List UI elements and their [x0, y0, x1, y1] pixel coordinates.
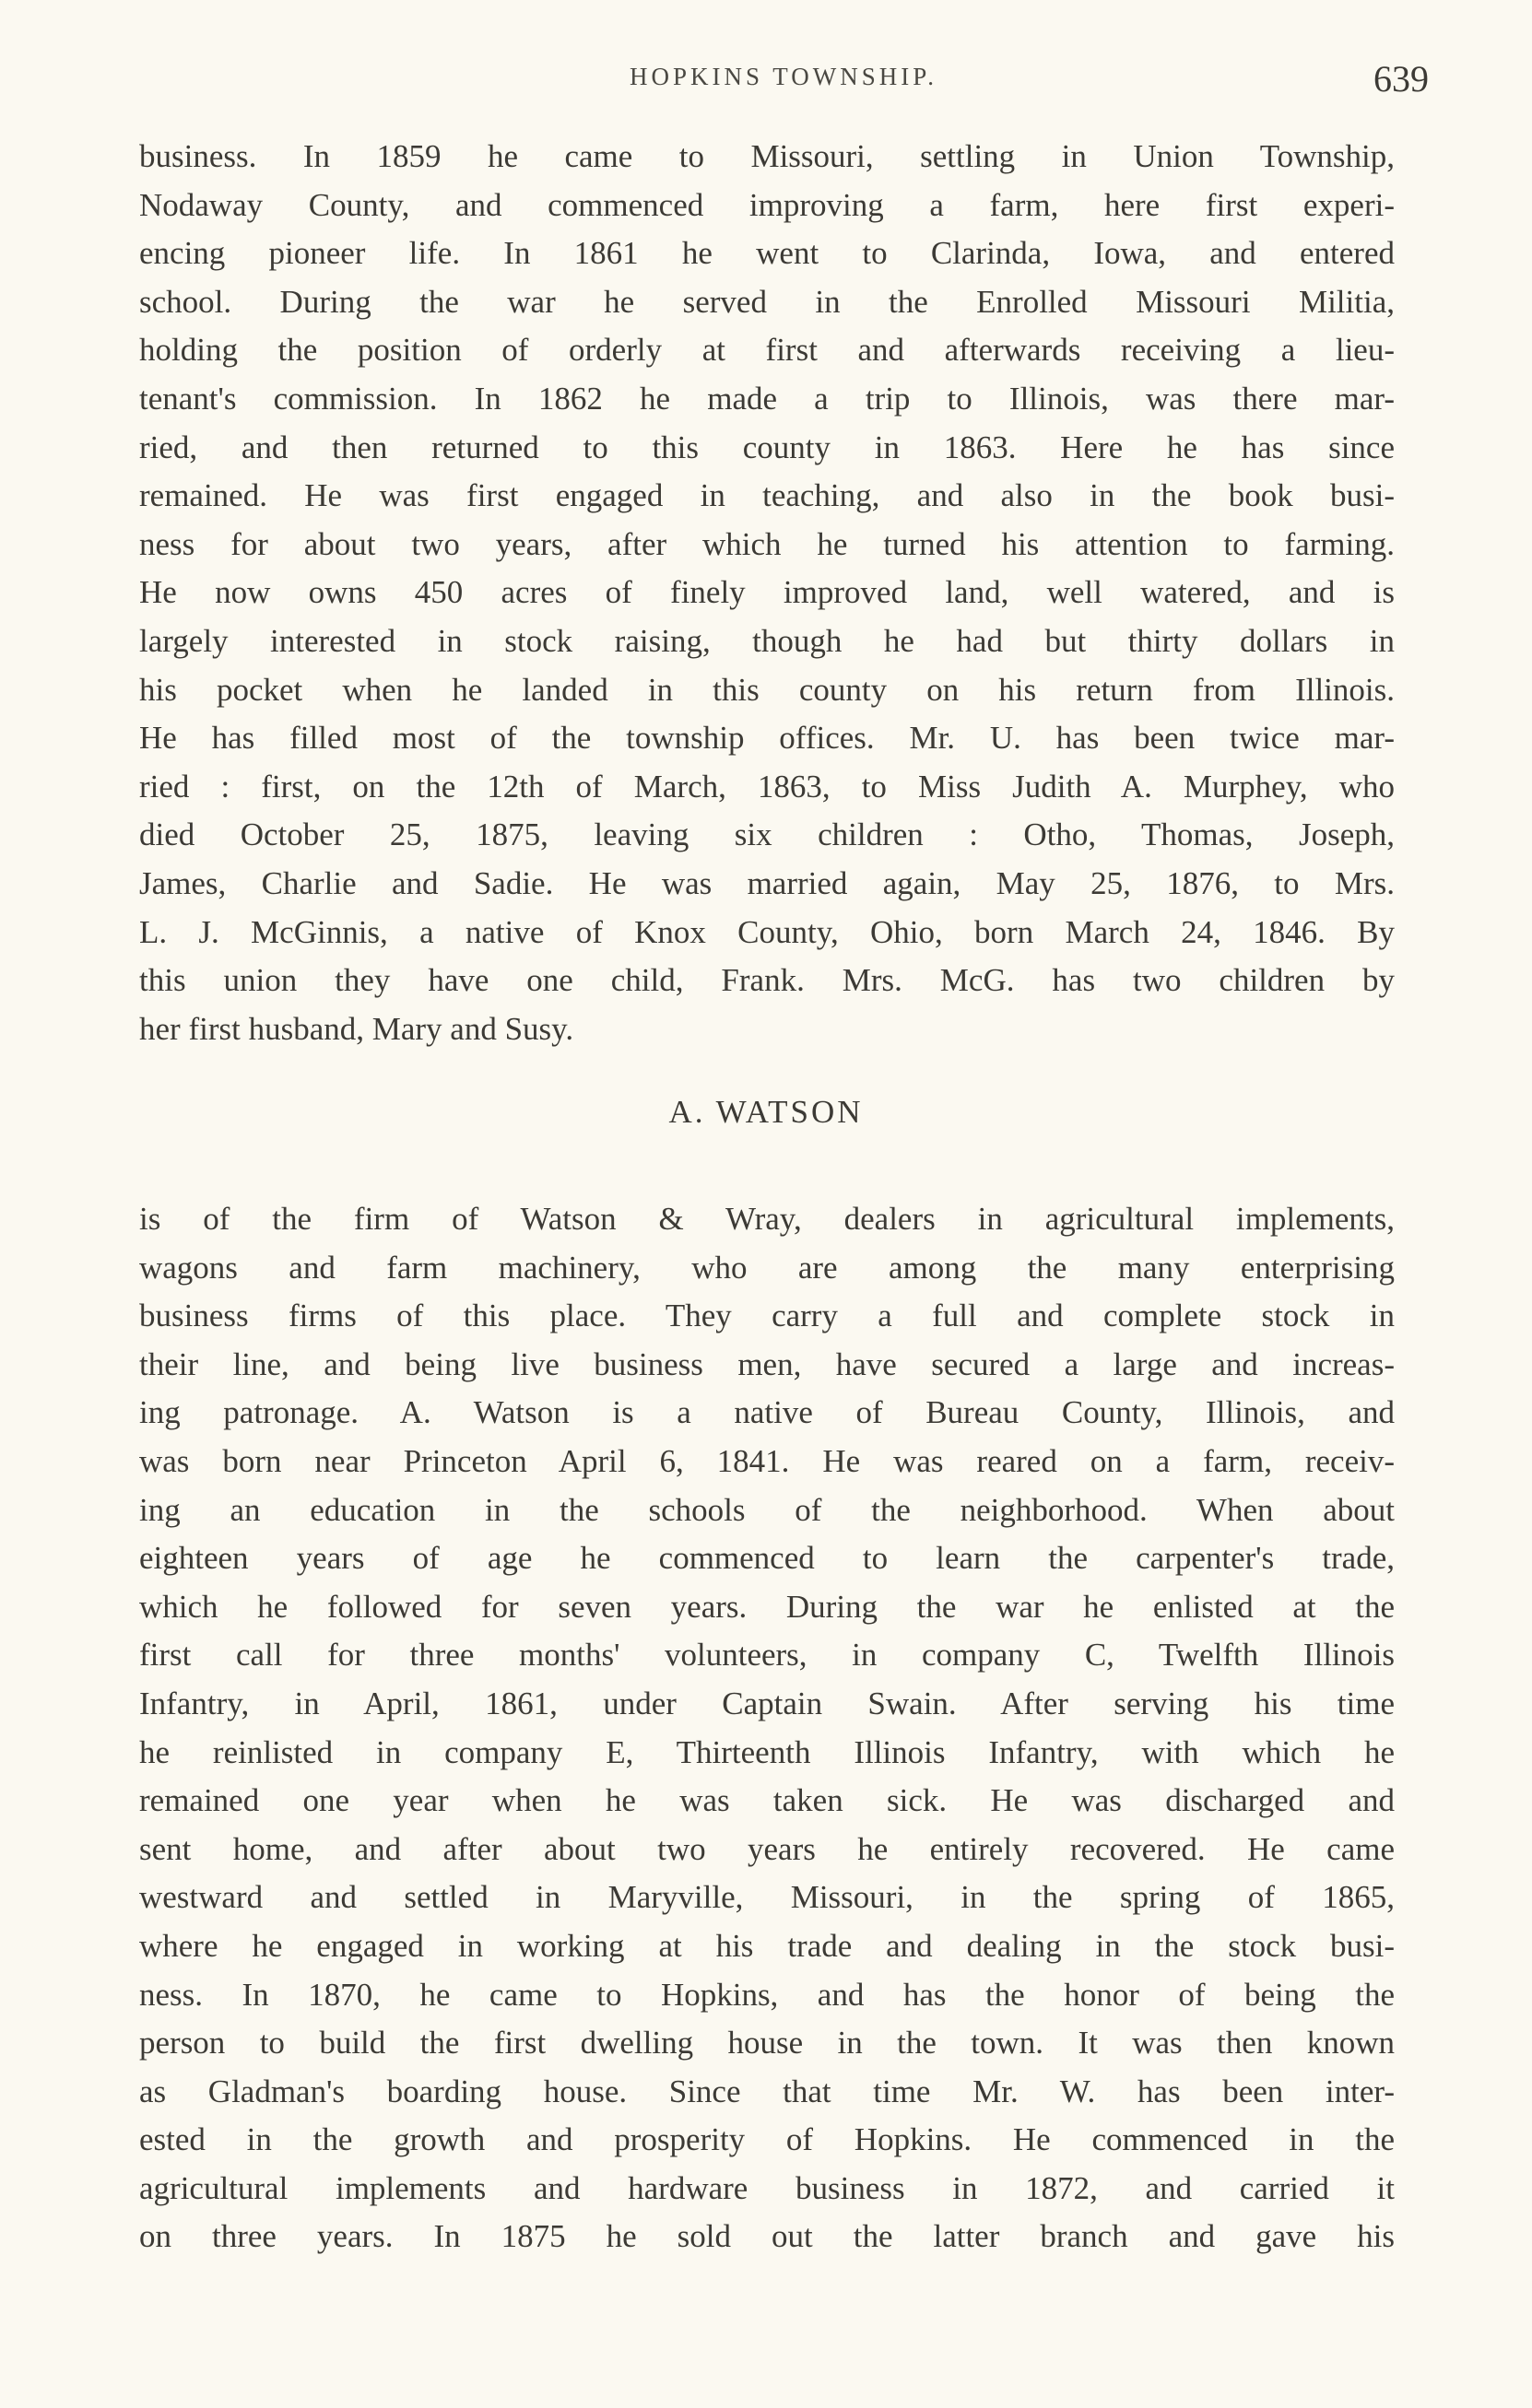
text-line: largely interested in stock raising, though he had but thirty dollars in	[139, 622, 1395, 659]
text-line: encing pioneer life. In 1861 he went to Clarinda, Iowa, and entered	[139, 235, 1395, 272]
text-line: where he engaged in working at his trade and dealing in the stock busi-	[139, 1927, 1395, 1964]
text-line: died October 25, 1875, leaving six children : Otho, Thomas, Joseph,	[139, 816, 1395, 853]
text-line: their line, and being live business men, have secured a large and increas-	[139, 1345, 1395, 1382]
text-line: ried : first, on the 12th of March, 1863, to Miss Judith A. Murphey, who	[139, 768, 1395, 805]
text-line: ing an education in the schools of the neighborhood. When about	[139, 1491, 1395, 1528]
paragraph-two	[139, 1195, 1395, 2261]
text-line: westward and settled in Maryville, Missouri, in the spring of 1865,	[139, 1879, 1395, 1916]
text-line: his pocket when he landed in this county on his return from Illinois.	[139, 671, 1395, 708]
text-line: Infantry, in April, 1861, under Captain Swain. After serving his time	[139, 1685, 1395, 1721]
text-line: agricultural implements and hardware business in 1872, and carried it	[139, 2169, 1395, 2206]
text-line: first call for three months' volunteers, in company C, Twelfth Illinois	[139, 1637, 1395, 1674]
text-line: holding the position of orderly at first and afterwards receiving a lieu-	[139, 332, 1395, 369]
text-line: James, Charlie and Sadie. He was married again, May 25, 1876, to Mrs.	[139, 864, 1395, 901]
section-heading: A. WATSON	[668, 1094, 864, 1130]
text-line: He has filled most of the township offices. Mr. U. has been twice mar-	[139, 720, 1395, 757]
text-line: L. J. McGinnis, a native of Knox County, Ohio, born March 24, 1846. By	[139, 913, 1395, 950]
text-line: he reinlisted in company E, Thirteenth Illinois Infantry, with which he	[139, 1733, 1395, 1770]
text-line: business firms of this place. They carry a full and complete stock in	[139, 1298, 1395, 1334]
running-head	[138, 57, 1429, 112]
text-line: business. In 1859 he came to Missouri, settling in Union Township,	[139, 138, 1395, 174]
text-line: wagons and farm machinery, who are among the many enterprising	[139, 1249, 1395, 1286]
text-line: tenant's commission. In 1862 he made a trip to Illinois, was there mar-	[139, 380, 1395, 417]
text-line: person to build the first dwelling house in the town. It was then known	[139, 2025, 1395, 2061]
text-line: ested in the growth and prosperity of Hopkins. He commenced in the	[139, 2121, 1395, 2158]
text-line: He now owns 450 acres of finely improved land, well watered, and is	[139, 574, 1395, 611]
paragraph-one	[139, 133, 1395, 1053]
text-line: remained one year when he was taken sick. He was discharged and	[139, 1782, 1395, 1819]
text-line: as Gladman's boarding house. Since that time Mr. W. has been inter-	[139, 2073, 1395, 2109]
text-line: ness. In 1870, he came to Hopkins, and has the honor of being the	[139, 1976, 1395, 2013]
text-line: sent home, and after about two years he entirely recovered. He came	[139, 1830, 1395, 1867]
text-line: which he followed for seven years. During the war he enlisted at the	[139, 1588, 1395, 1625]
text-line: ried, and then returned to this county in 1863. Here he has since	[139, 429, 1395, 465]
text-line: was born near Princeton April 6, 1841. He was reared on a farm, receiv-	[139, 1442, 1395, 1479]
text-line: is of the firm of Watson & Wray, dealers in agricultural implements,	[139, 1201, 1395, 1237]
text-line: eighteen years of age he commenced to learn the carpenter's trade,	[139, 1540, 1395, 1577]
text-line: school. During the war he served in the Enrolled Missouri Militia,	[139, 283, 1395, 320]
text-line: Nodaway County, and commenced improving a farm, here first experi-	[139, 186, 1395, 223]
text-line: ness for about two years, after which he turned his attention to farming.	[139, 525, 1395, 562]
text-line: remained. He was first engaged in teaching, and also in the book busi-	[139, 477, 1395, 514]
text-line: ing patronage. A. Watson is a native of Bureau County, Illinois, and	[139, 1394, 1395, 1431]
page-number: 639	[1373, 58, 1429, 100]
text-line: this union they have one child, Frank. Mrs. McG. has two children by	[139, 962, 1395, 999]
text-line: on three years. In 1875 he sold out the latter branch and gave his	[139, 2218, 1395, 2255]
text-line: her first husband, Mary and Susy.	[139, 1010, 574, 1047]
running-title: HOPKINS TOWNSHIP.	[629, 63, 938, 90]
